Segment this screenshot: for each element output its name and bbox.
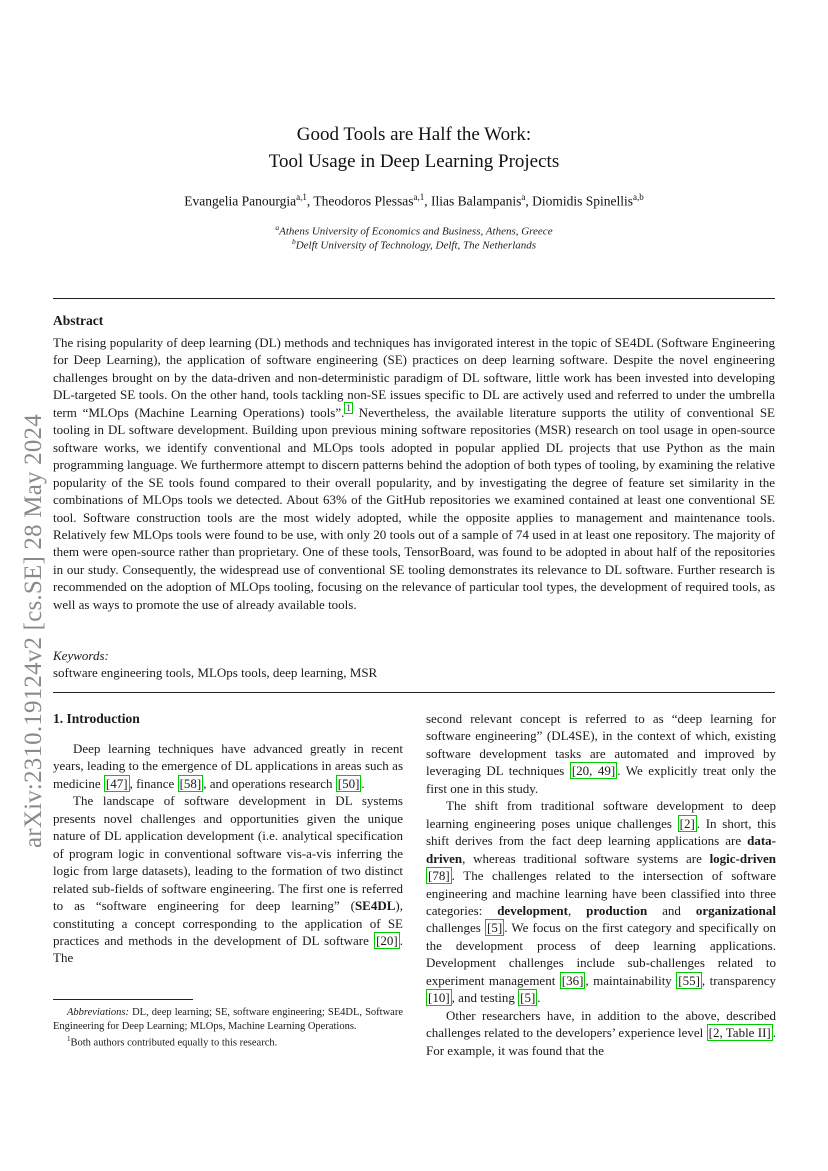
author-affil-mark: a [521, 192, 526, 202]
citation-link[interactable]: [20] [376, 932, 398, 948]
top-divider [53, 298, 775, 299]
author-name: Diomidis Spinellis [532, 193, 633, 209]
citation-link[interactable]: [47] [105, 775, 128, 791]
text-run: challenges [426, 920, 486, 936]
bold-term: logic-driven [709, 850, 776, 866]
footnote-1-text: Both authors contributed equally to this research. [70, 1037, 278, 1049]
citation-link[interactable]: [5] [520, 990, 536, 1006]
citation-link[interactable]: [50] [337, 775, 360, 791]
affiliation-mark: a [275, 223, 280, 232]
intro-paragraph-1 [53, 740, 403, 792]
keywords-heading: Keywords: [53, 648, 109, 663]
paper-title-line-2: Tool Usage in Deep Learning Projects [268, 151, 560, 172]
text-run: , whereas traditional software systems are [462, 850, 710, 866]
footnote-divider [53, 999, 193, 1000]
affiliation-mark: b [291, 237, 296, 246]
intro-paragraph-5 [426, 1007, 776, 1059]
intro-paragraph-3 [426, 710, 776, 797]
affiliation-a [0, 223, 828, 238]
affiliation-text: Delft University of Technology, Delft, The Netherlands [295, 239, 537, 252]
author-affil-mark: a,1 [296, 192, 307, 202]
footnote-1 [53, 1033, 403, 1050]
section-heading-introduction: 1. Introduction [53, 711, 140, 726]
paper-title-line-1: Good Tools are Half the Work: [296, 124, 532, 145]
text-run: . [537, 990, 541, 1006]
text-run: The shift from traditional software development to deep learning engineering poses unique challenges [426, 798, 776, 831]
affiliation-text: Athens University of Economics and Business, Athens, Greece [279, 225, 553, 238]
text-run: ), constituting a concept corresponding to the application of SE practices and methods in the development of DL software [53, 898, 403, 948]
citation-link[interactable]: [2, Table II] [708, 1025, 771, 1041]
text-run: . In short, this shift derives from the fact deep learning applications are [426, 815, 776, 849]
abbreviations-label: Abbreviations: [67, 1007, 130, 1018]
text-run: . The [53, 932, 403, 966]
citation-link[interactable]: [36] [561, 972, 584, 988]
citation-link[interactable]: [10] [428, 990, 450, 1006]
bold-term: production [586, 902, 648, 918]
citation-link[interactable]: [2] [679, 815, 695, 831]
intro-paragraph-4 [426, 797, 776, 1006]
bold-term: SE4DL [354, 898, 396, 914]
text-run: Deep learning techniques have advanced greatly in recent years, leading to the emergence of DL applications in areas such as medicine [53, 741, 403, 791]
bold-term: organizational [695, 902, 776, 918]
text-run: Other researchers have, in addition to the above, described challenges related to the developers’ experience level [426, 1007, 776, 1041]
footnote-1-link[interactable]: 1 [346, 403, 351, 414]
footnotes [53, 1006, 403, 1050]
text-run: . For example, it was found that the [426, 1025, 776, 1058]
keywords-divider [53, 692, 775, 693]
text-run: . [361, 775, 365, 791]
citation-link[interactable]: [58] [179, 775, 202, 791]
footnote-1-mark: 1 [67, 1035, 71, 1044]
keywords-list: software engineering tools, MLOps tools, deep learning, MSR [53, 665, 378, 680]
text-run: , [567, 902, 587, 918]
citation-link[interactable]: [20, 49] [571, 763, 616, 779]
text-run: , and testing [451, 990, 519, 1006]
text-run: and [647, 902, 696, 918]
right-column [426, 710, 776, 1059]
text-run: , transparency [701, 972, 776, 988]
bold-term: development [497, 902, 568, 918]
author-affil-mark: a,1 [413, 192, 425, 202]
author-name: Theodoros Plessas [313, 193, 414, 209]
abstract-text-part-2: Nevertheless, the available literature supports the utility of conventional SE tooling in DL software development. Building upon previous mining software repositories (MSR) research on tool usage in open-source software works, we identify conventional and MLOps tools adopted in popular applied DL projects that use Python as the main programming language. We furthermore attempt to discern patterns behind the adoption of both types of tooling, by examining the relative popularity of the SE tools found compared to their overall popularity, and by investigating the degree of feature set similarity in the combinations of MLOps tools we detected. About 63% of the GitHub repositories we examined contained at least one conventional SE tool. Software construction tools are the most widely adopted, while the opposite applies to management and maintenance tools. Relatively few MLOps tools were found to be use, with only 20 tools out of a sample of 74 used in at least one repository. The majority of them were open-source rather than proprietary. One of these tools, TensorBoard, was found to be adopted in about half of the repositories in our study. Consequently, the widespread use of conventional SE tooling demonstrates its relevance to DL software. Further research is recommended on the adoption of MLOps tooling, focusing on the relevance of particular tool types, the development of required tools, as well as ways to promote the use of already available tools. [53, 404, 776, 612]
text-run: , finance [129, 775, 178, 791]
affiliation-b [0, 237, 828, 252]
abstract-text-part-1: The rising popularity of deep learning (DL) methods and techniques has invigorated interest in the topic of SE4DL (Software Engineering for Deep Learning), the application of software engineering (SE) practices on deep learning software. Despite the novel engineering challenges brought on by the data-driven and non-deterministic paradigm of DL software, little work has been invested into developing DL-targeted SE tools. On the other hand, tools tackling non-SE issues specific to DL are actively used and referred to under the umbrella term “MLOps (Machine Learning Operations) tools”. [53, 335, 775, 420]
citation-link[interactable]: [55] [678, 972, 700, 988]
arxiv-watermark: arXiv:2310.19124v2 [cs.SE] 28 May 2024 [20, 414, 47, 848]
author-affil-mark: a,b [632, 192, 644, 202]
author-name: Evangelia Panourgia [184, 193, 297, 209]
intro-paragraph-2 [53, 792, 403, 967]
text-run: . We focus on the first category and specifically on the development process of deep learning applications. Development challenges include sub-challenges related to experiment management [426, 920, 776, 988]
citation-link[interactable]: [5] [487, 920, 503, 936]
bold-term: data-driven [426, 833, 776, 866]
text-run: . The challenges related to the intersection of software engineering and machine learning have been classified into three categories: [426, 868, 776, 918]
abstract-heading: Abstract [53, 313, 104, 328]
abbreviations-text: DL, deep learning; SE, software engineering; SE4DL, Software Engineering for Deep Learning; MLOps, Machine Learning Operations. [53, 1007, 403, 1032]
abstract-body [53, 334, 775, 613]
left-column [53, 740, 403, 967]
author-name: Ilias Balampanis [430, 193, 522, 209]
text-run: second relevant concept is referred to as “deep learning for software engineering” (DL4SE), in the context of which, existing software development tasks are automated and improved by leveraging DL techniques [426, 711, 776, 779]
citation-link[interactable]: [78] [428, 868, 450, 884]
text-run: , and operations research [203, 775, 336, 791]
text-run: The landscape of software development in DL systems presents novel challenges and opportunities given the unique nature of DL application development (i.e. analytical specification of program logic in conventional software vis-a-vis inferring the logic from large datasets), leading to the formation of two distinct related sub-fields of software engineering. The first one is referred to as “software engineering for deep learning” ( [53, 793, 403, 914]
text-run: , maintainability [585, 972, 677, 988]
text-run: . We explicitly treat only the first one in this study. [426, 763, 776, 796]
author-list: Evangelia Panourgia$^{a,1}$, Theodoros Plessas$^{a,1}$, Ilias Balampanis$^a$, Diomidis Spinellis$^{a,b}$ [184, 192, 644, 209]
abbreviations-footnote [53, 1006, 403, 1033]
